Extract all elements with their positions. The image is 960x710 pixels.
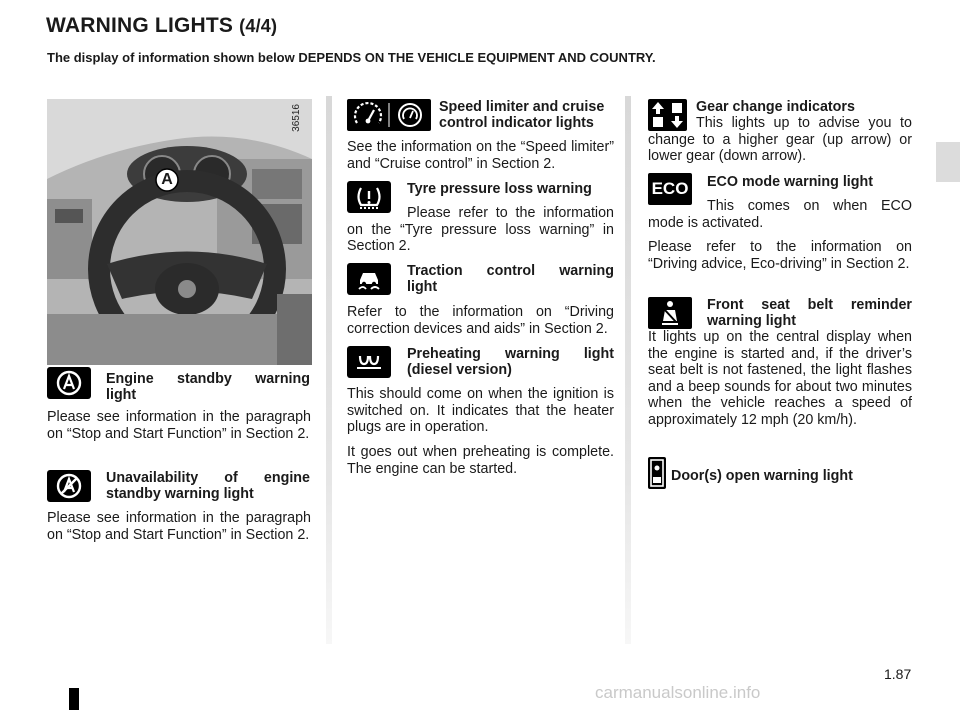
page-subtitle: The display of information shown below DEPENDS ON THE VEHICLE EQUIPMENT AND COUNTRY. xyxy=(47,50,656,65)
speed-limiter-heading-line2: control indicator lights xyxy=(439,115,594,131)
engine-standby-heading-line1: Engine standby warning xyxy=(106,371,310,387)
dashboard-photo xyxy=(47,99,312,365)
column-divider xyxy=(326,96,332,644)
column-divider xyxy=(625,96,631,644)
traction-text: Refer to the information on “Driving correction devices and aids” in Section 2. xyxy=(347,304,614,337)
page-number: 1.87 xyxy=(884,666,912,682)
eco-icon-text: ECO xyxy=(651,179,689,198)
seat-belt-heading-line2: warning light xyxy=(707,313,796,329)
traction-heading-line2: light xyxy=(407,279,438,295)
seat-belt-text: It lights up on the central display when the engine is started and, if the driver’s seat belt is not fastened, the light flashes and a beep sounds for about two minutes when the vehicle reaches a speed of approximately 12 mph (20 km/h). xyxy=(648,329,912,428)
engine-standby-icon xyxy=(47,367,91,399)
speed-limiter-icon xyxy=(347,99,431,131)
preheating-text-2: It goes out when preheating is complete. The engine can be started. xyxy=(347,444,614,477)
speed-limiter-text: See the information on the “Speed limiter” and “Cruise control” in Section 2. xyxy=(347,139,614,172)
speed-limiter-heading-line1: Speed limiter and cruise xyxy=(439,99,605,115)
preheating-text-1: This should come on when the ignition is switched on. It indicates that the heater plugs are in operation. xyxy=(347,386,614,435)
callout-label-a: A xyxy=(161,171,173,188)
engine-standby-heading-line2: light xyxy=(106,387,137,403)
engine-standby-unavailable-icon xyxy=(47,470,91,502)
preheating-heading-line2: (diesel version) xyxy=(407,362,512,378)
preheating-icon xyxy=(347,346,391,378)
eco-text-2: Please refer to the information on “Driving advice, Eco-driving” in Section 2. xyxy=(648,239,912,272)
watermark: carmanualsonline.info xyxy=(595,683,761,702)
eco-text-1: This comes on when ECO mode is activated. xyxy=(648,198,912,231)
preheating-heading-line1: Preheating warning light xyxy=(407,346,614,362)
door-open-heading: Door(s) open warning light xyxy=(671,468,853,484)
section-tab xyxy=(936,142,960,182)
engine-standby-text: Please see information in the paragraph on “Stop and Start Function” in Section 2. xyxy=(47,409,311,442)
page-title-text: WARNING LIGHTS xyxy=(46,14,234,37)
page-title xyxy=(46,14,277,38)
traction-heading-line1: Traction control warning xyxy=(407,263,614,279)
seat-belt-icon xyxy=(648,297,692,329)
gear-change-heading: Gear change indicators xyxy=(696,99,855,115)
unavailability-text: Please see information in the paragraph on “Stop and Start Function” in Section 2. xyxy=(47,510,311,543)
door-open-icon xyxy=(648,457,666,489)
traction-control-icon xyxy=(347,263,391,295)
page-title-part: (4/4) xyxy=(239,16,278,36)
seat-belt-heading-line1: Front seat belt reminder xyxy=(707,297,912,313)
figure-reference-number: 36516 xyxy=(291,104,302,132)
unavailability-heading-line2: standby warning light xyxy=(106,486,254,502)
corner-mark xyxy=(69,688,79,710)
eco-heading: ECO mode warning light xyxy=(707,174,874,190)
gear-change-text: This lights up to advise you to change to a higher gear (up arrow) or lower gear (down arrow). xyxy=(648,115,912,164)
tyre-pressure-heading: Tyre pressure loss warning xyxy=(407,181,592,197)
unavailability-heading-line1: Unavailability of engine xyxy=(106,470,310,486)
tyre-pressure-text: Please refer to the information on the “Tyre pressure loss warning” in Section 2. xyxy=(347,205,614,254)
